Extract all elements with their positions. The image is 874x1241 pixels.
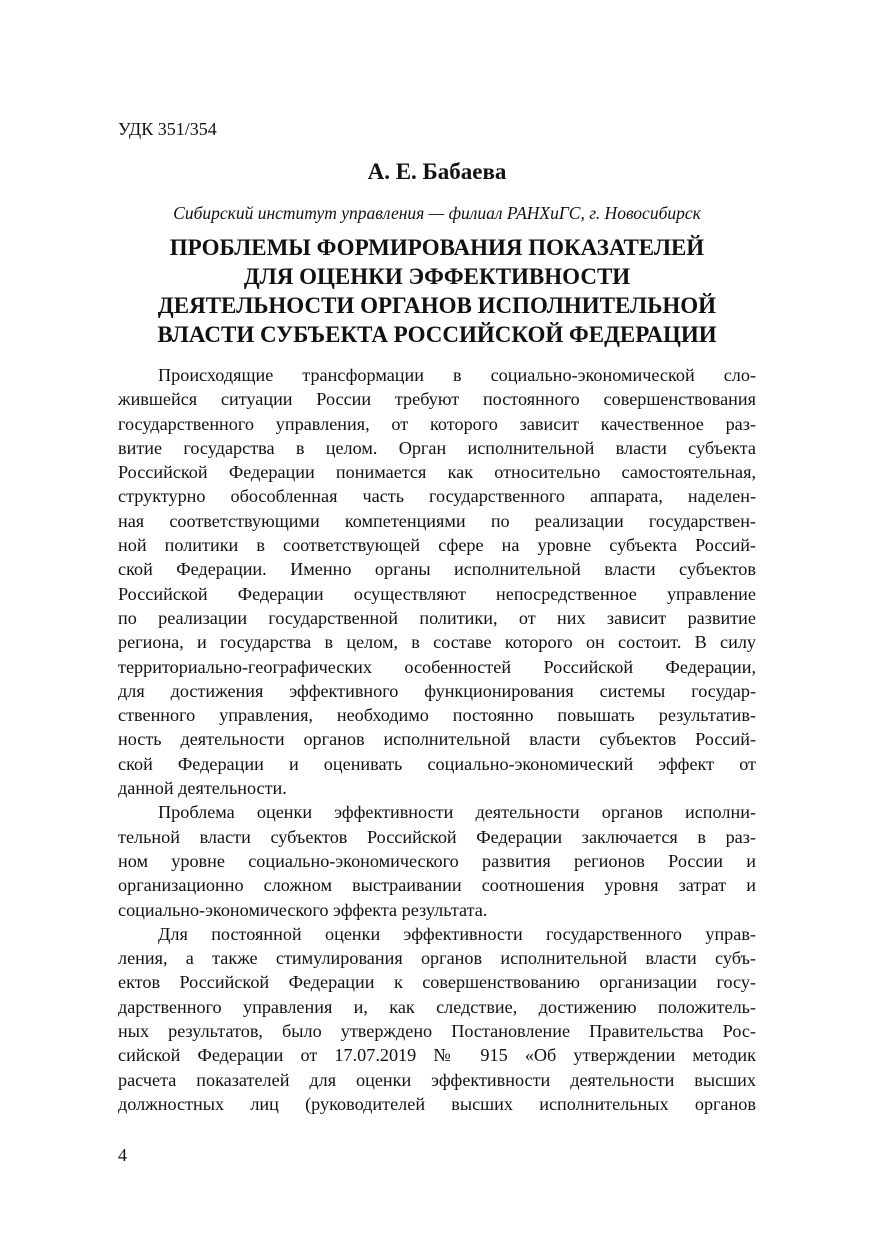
text-line: должностных лиц (руководителей высших исполнительных органов (118, 1093, 756, 1114)
text-line: витие государства в целом. Орган исполнительной власти субъекта (118, 437, 756, 458)
title-line: ВЛАСТИ СУБЪЕКТА РОССИЙСКОЙ ФЕДЕРАЦИИ (157, 322, 717, 347)
text-line: жившейся ситуации России требуют постоянного совершенствования (118, 389, 756, 410)
text-line: ном уровне социально-экономического развития регионов России и (118, 850, 756, 871)
text-line: Российской Федерации понимается как относительно самостоятельная, (118, 462, 756, 483)
article-title (118, 233, 756, 349)
text-line: ектов Российской Федерации к совершенствованию организации госу- (118, 972, 756, 993)
text-line: ской Федерации. Именно органы исполнительной власти субъектов (118, 559, 756, 580)
body-paragraph (118, 922, 756, 1116)
title-line: ДЕЯТЕЛЬНОСТИ ОРГАНОВ ИСПОЛНИТЕЛЬНОЙ (157, 293, 717, 318)
text-line: ской Федерации и оценивать социально-экономический эффект от (118, 753, 756, 774)
text-line: данной деятельности. (118, 778, 287, 799)
page-number: 4 (118, 1145, 127, 1165)
text-line: Российской Федерации осуществляют непосредственное управление (118, 583, 756, 604)
text-line: региона, и государства в целом, в составе которого он состоит. В силу (118, 632, 756, 653)
text-line: территориально-географических особенностей Российской Федерации, (118, 656, 756, 677)
text-line: ления, а также стимулирования органов исполнительной власти субъ- (118, 948, 756, 969)
body-paragraph (118, 800, 756, 921)
title-line: ДЛЯ ОЦЕНКИ ЭФФЕКТИВНОСТИ (243, 264, 631, 289)
text-line: государственного управления, от которого зависит качественное раз- (118, 413, 756, 434)
text-line: для достижения эффективного функционирования системы государ- (118, 680, 756, 701)
author-name: А. Е. Бабаева (367, 159, 507, 184)
text-line: ная соответствующими компетенциями по реализации государствен- (118, 510, 756, 531)
text-line: ственного управления, необходимо постоянно повышать результатив- (118, 705, 756, 726)
text-line: социально-экономического эффекта результата. (118, 899, 488, 920)
text-line: Происходящие трансформации в социально-экономической сло- (158, 365, 756, 385)
text-line: структурно обособленная часть государственного аппарата, наделен- (118, 486, 756, 507)
text-line: Для постоянной оценки эффективности государственного управ- (158, 923, 756, 944)
text-line: по реализации государственной политики, от них зависит развитие (118, 607, 756, 628)
body-paragraph (118, 363, 756, 800)
text-line: ных результатов, было утверждено Постановление Правительства Рос- (118, 1021, 756, 1042)
text-line: расчета показателей для оценки эффективности деятельности высших (118, 1069, 756, 1090)
text-line: организационно сложном выстраивании соотношения уровня затрат и (118, 875, 756, 896)
text-line: тельной власти субъектов Российской Федерации заключается в раз- (118, 826, 756, 847)
text-line: Проблема оценки эффективности деятельности органов исполни- (158, 802, 756, 823)
text-line: ность деятельности органов исполнительной власти субъектов Россий- (118, 729, 756, 750)
text-line: ной политики в соответствующей сфере на уровне субъекта Россий- (118, 535, 756, 556)
udk-code: УДК 351/354 (118, 119, 217, 139)
title-line: ПРОБЛЕМЫ ФОРМИРОВАНИЯ ПОКАЗАТЕЛЕЙ (169, 235, 705, 260)
text-line: дарственного управления и, как следствие, достижению положитель- (118, 996, 756, 1017)
author-affiliation: Сибирский институт управления — филиал РАНХиГС, г. Новосибирск (173, 203, 701, 223)
article-body (118, 363, 756, 1116)
text-line: сийской Федерации от 17.07.2019 № 915 «Об утверждении методик (118, 1045, 756, 1066)
